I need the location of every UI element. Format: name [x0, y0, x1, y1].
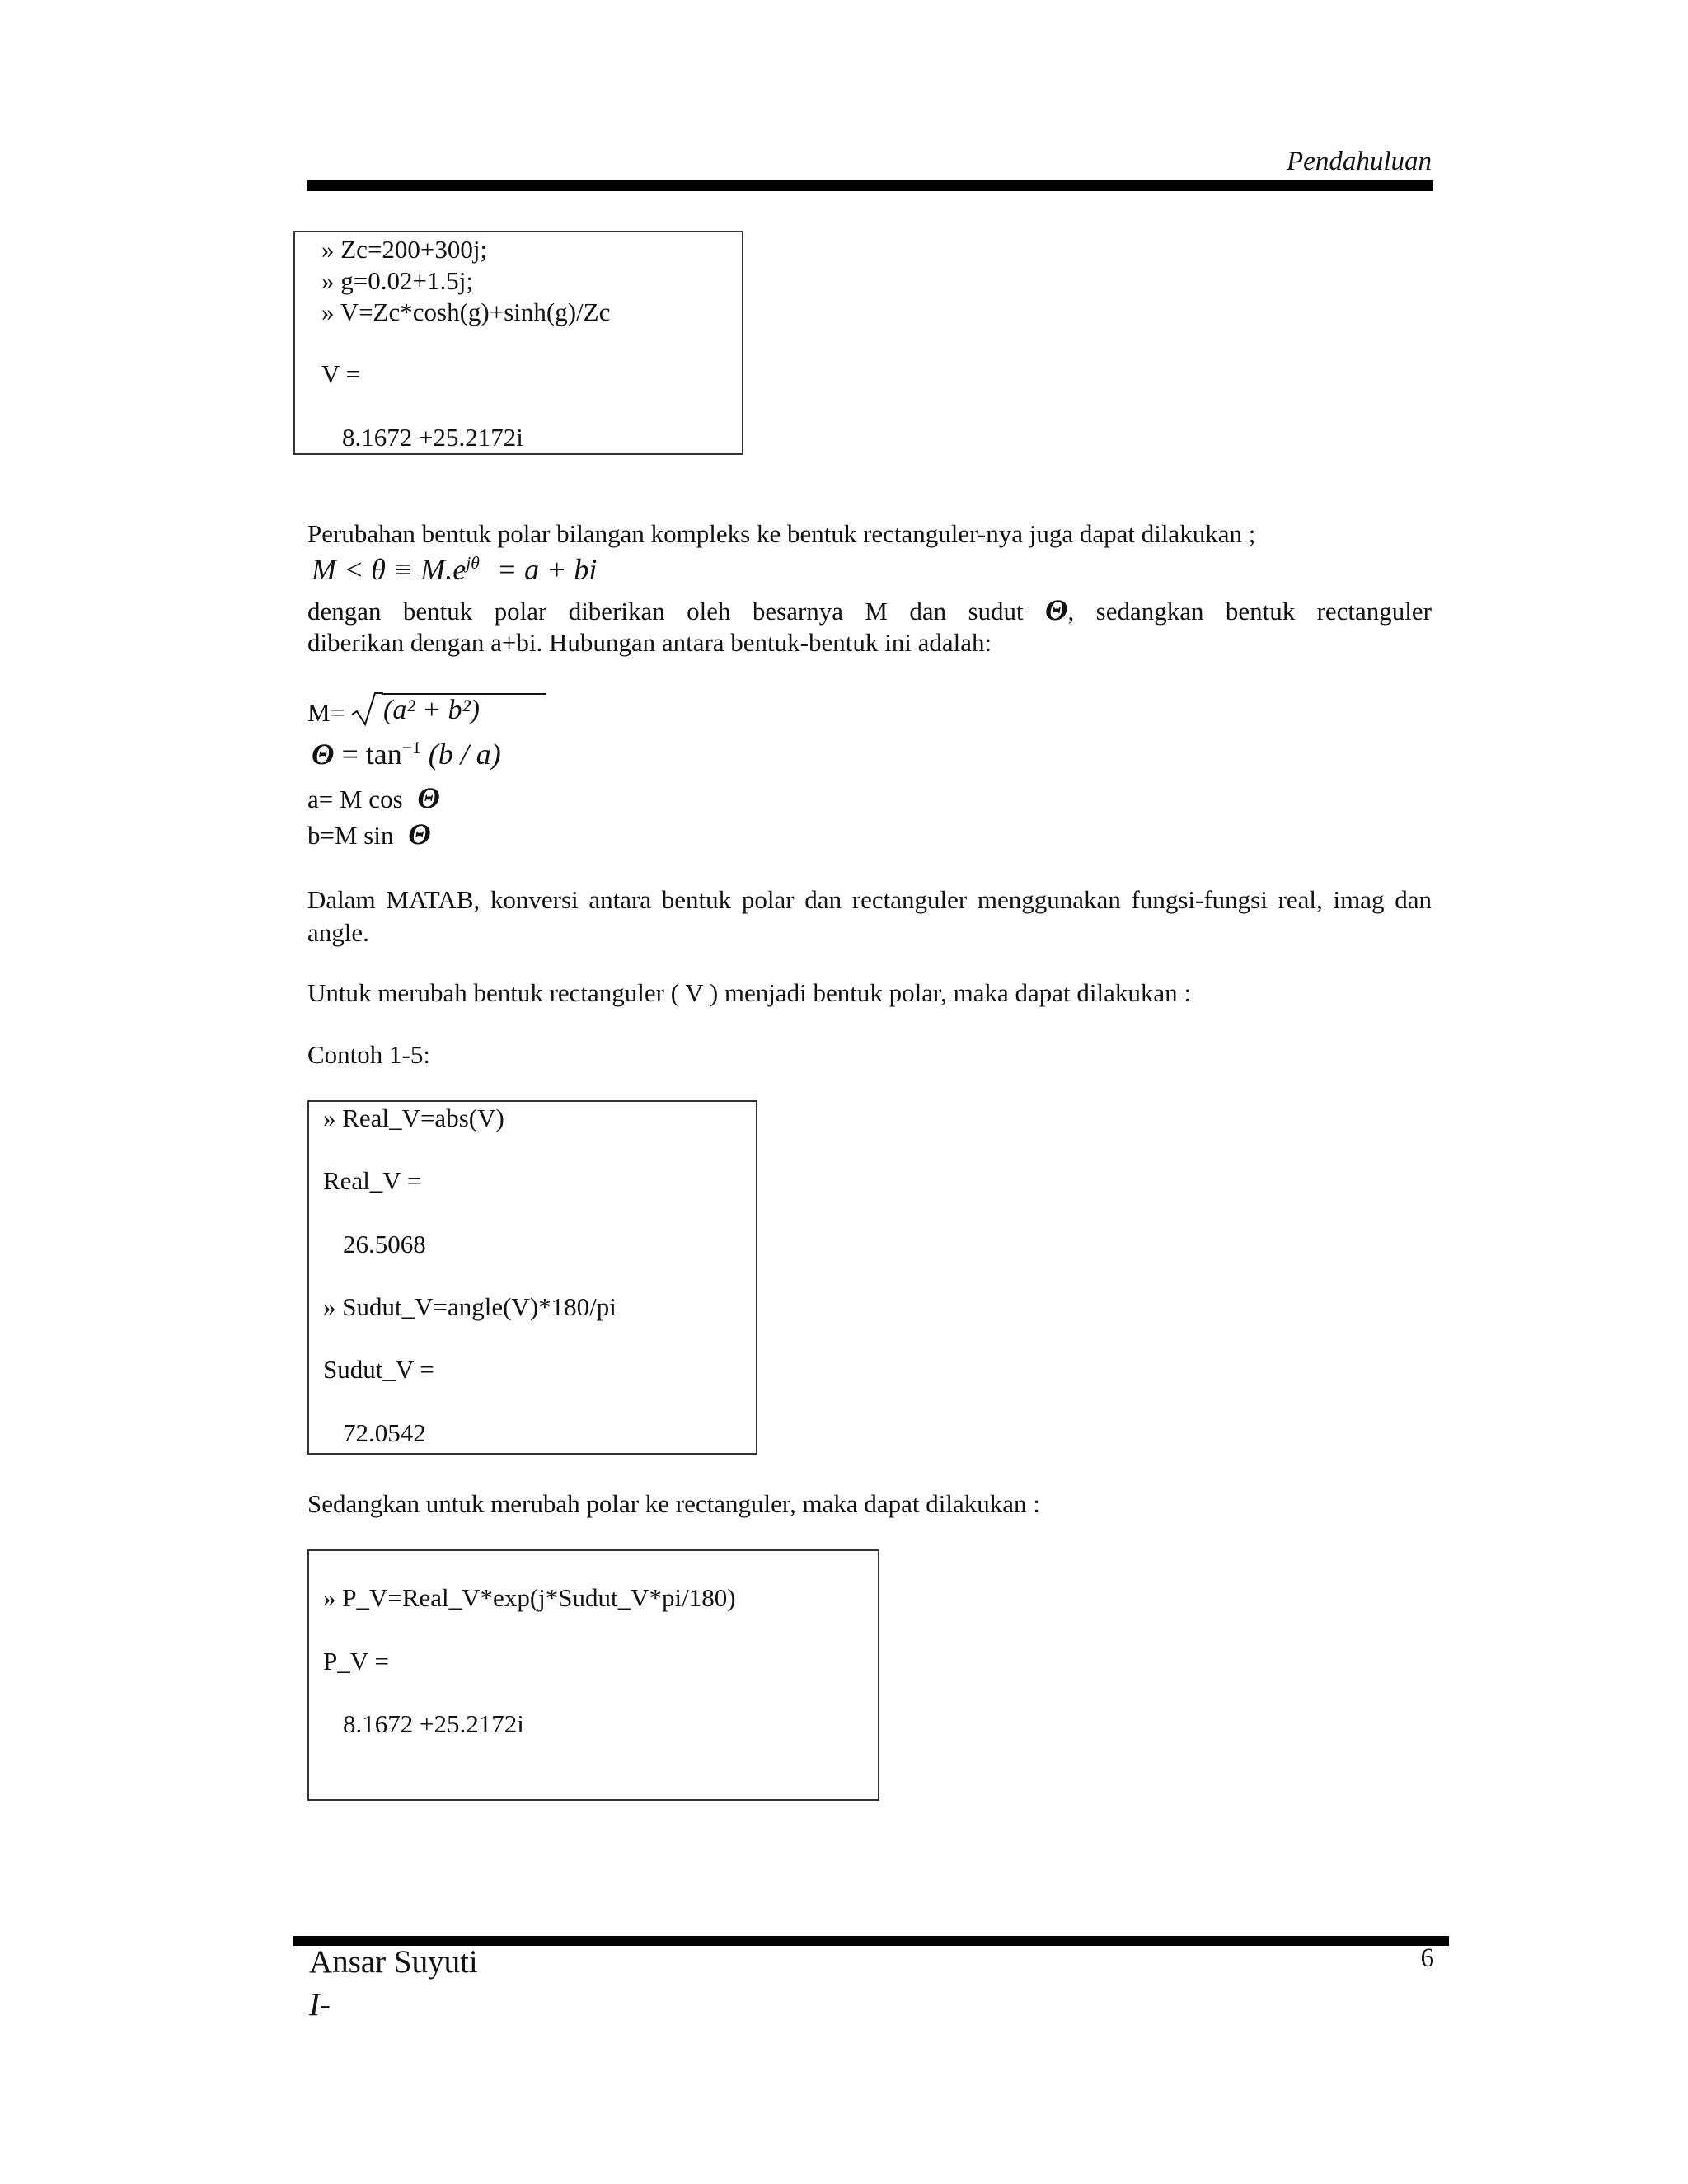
theta-symbol: Θ	[1045, 593, 1068, 626]
rect-to-polar-paragraph: Untuk merubah bentuk rectanguler ( V ) menjadi bentuk polar, maka dapat dilakukan :	[307, 978, 1191, 1007]
formula-lhs: M <	[312, 553, 364, 586]
code-output-value: 72.0542	[343, 1418, 426, 1447]
code-output-value: 8.1672 +25.2172i	[342, 423, 523, 452]
polar-to-rect-paragraph: Sedangkan untuk merubah polar ke rectanguler, maka dapat dilakukan :	[307, 1489, 1040, 1518]
m-radicand: (a² + b²)	[383, 695, 480, 725]
matlab-paragraph: Dalam MATAB, konversi antara bentuk polar dan rectanguler menggunakan fungsi-fungsi real, imag dan angle.	[307, 885, 1432, 947]
code-output-label: Sudut_V =	[323, 1355, 434, 1384]
a-relation: a= M cos Θ	[307, 781, 440, 814]
theta-symbol: Θ	[408, 818, 431, 851]
theta-symbol: Θ	[312, 738, 335, 771]
code-line: » Sudut_V=angle(V)*180/pi	[323, 1292, 617, 1321]
b-relation: b=M sin Θ	[307, 818, 431, 851]
footer-section: I-	[309, 1987, 331, 2022]
code-output-value: 26.5068	[343, 1230, 426, 1258]
intro-paragraph: Perubahan bentuk polar bilangan kompleks ke bentuk rectanguler-nya juga dapat dilakukan ;	[307, 519, 1256, 548]
code-line: » P_V=Real_V*exp(j*Sudut_V*pi/180)	[323, 1583, 736, 1612]
formula-mid: ≡ M.e	[392, 553, 467, 586]
page-number: 6	[1420, 1943, 1434, 1973]
code-line: » V=Zc*cosh(g)+sinh(g)/Zc	[321, 298, 611, 326]
example-label: Contoh 1-5:	[307, 1040, 430, 1069]
relation-intro-line: diberikan dengan a+bi. Hubungan antara bentuk-bentuk ini adalah:	[307, 628, 992, 657]
code-output-value: 8.1672 +25.2172i	[343, 1709, 524, 1738]
code-output-label: V =	[321, 359, 361, 388]
code-output-label: P_V =	[323, 1647, 389, 1675]
theta-formula: $\Theta = \tan^{-1} (b / a)$	[312, 738, 501, 771]
formula-theta: θ	[371, 553, 386, 586]
code-line: » Zc=200+300j;	[321, 235, 488, 264]
code-line: » g=0.02+1.5j;	[321, 266, 473, 295]
footer-author: Ansar Suyuti	[309, 1944, 478, 1980]
header-rule	[307, 180, 1433, 191]
code-output-label: Real_V =	[323, 1166, 422, 1195]
theta-symbol: Θ	[417, 781, 440, 814]
sqrt-symbol	[350, 690, 383, 726]
m-label: M=	[307, 698, 345, 727]
running-header: Pendahuluan	[1287, 147, 1432, 176]
formula-rhs: = a + bi	[496, 553, 598, 586]
formula-exponent: jθ	[466, 553, 480, 573]
code-line: » Real_V=abs(V)	[323, 1104, 504, 1132]
code-box-2	[307, 1100, 757, 1455]
polar-description-line: dengan bentuk polar diberikan oleh besarnya M dan sudut Θ, sedangkan bentuk rectanguler	[307, 593, 1432, 626]
euler-formula	[312, 552, 597, 587]
